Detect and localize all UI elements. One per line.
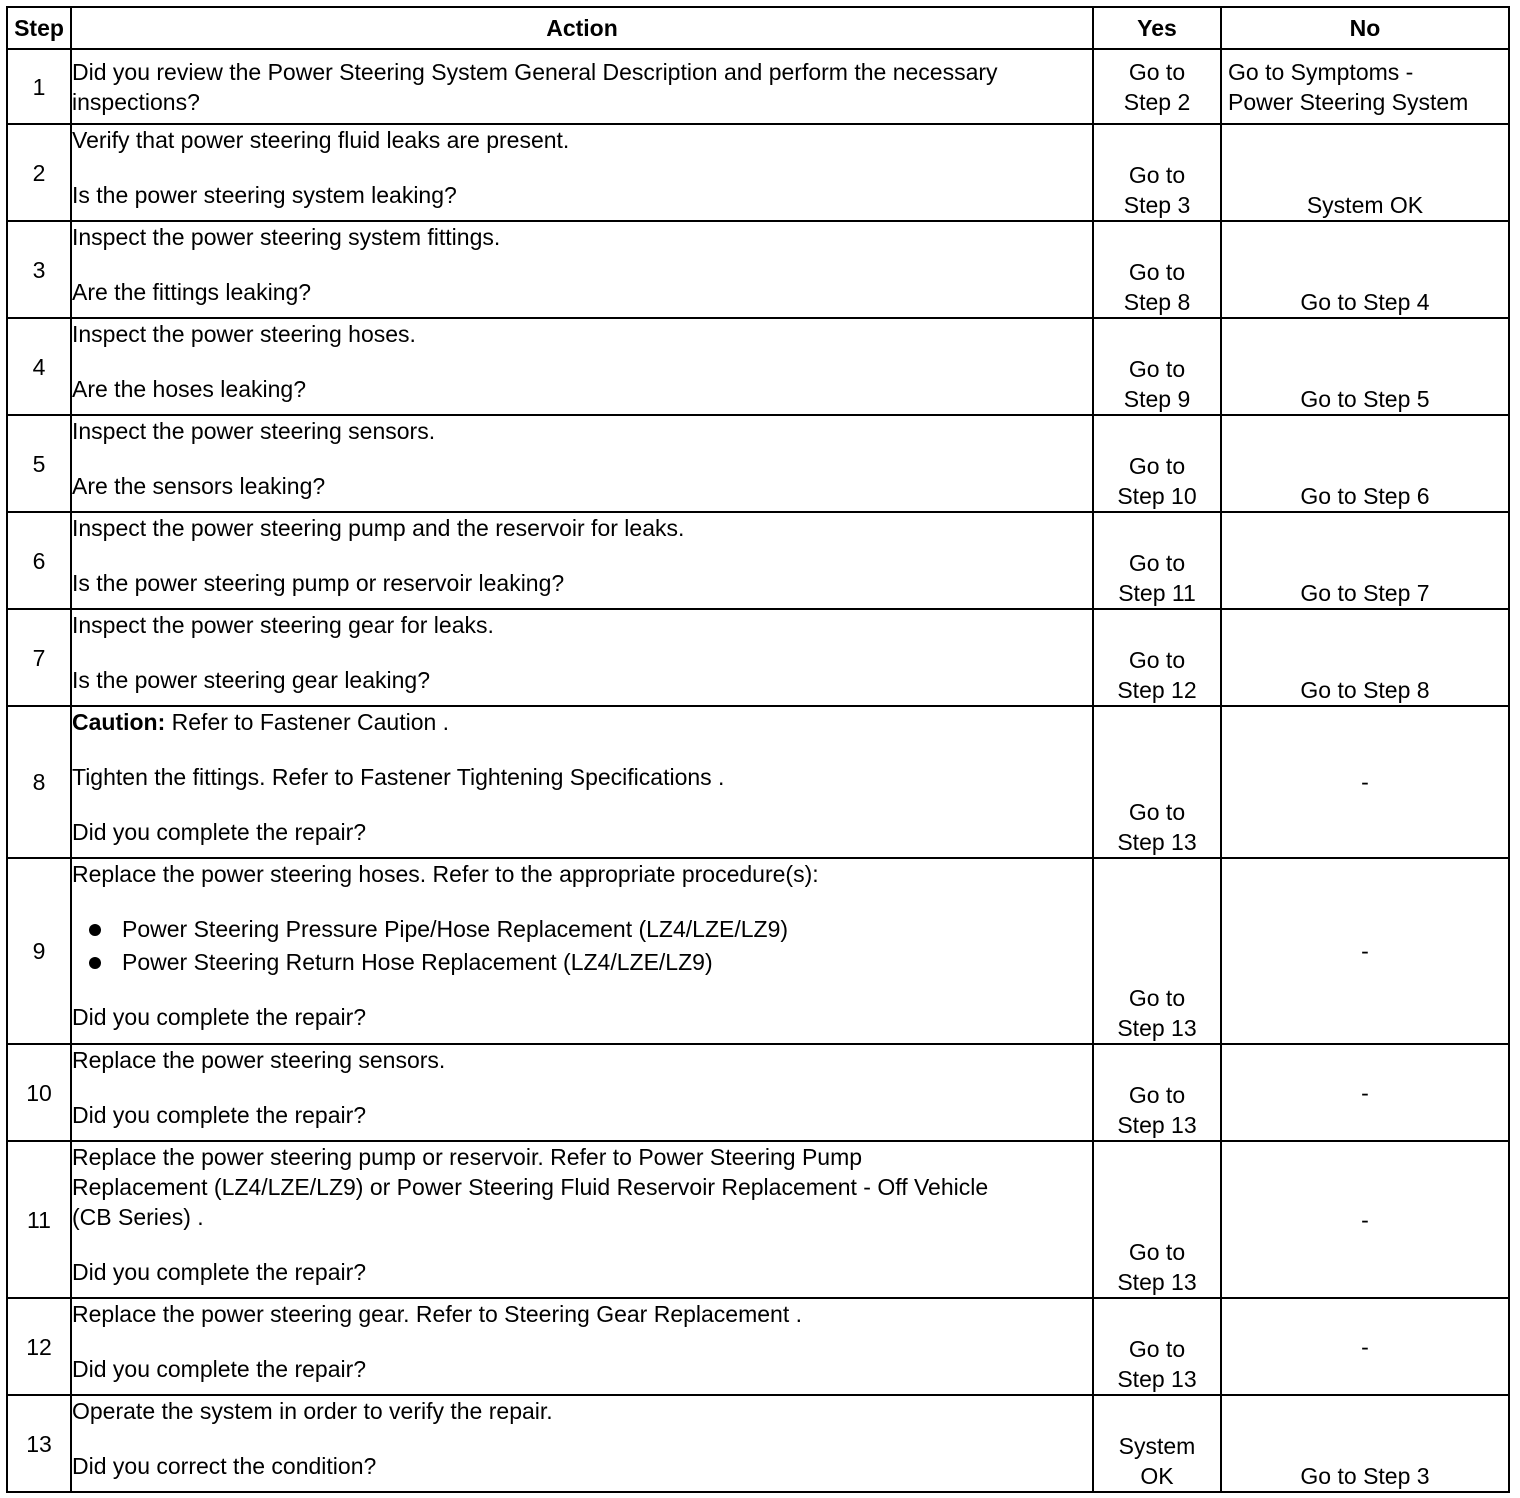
table-row [7, 221, 1509, 318]
action-cell [71, 221, 1093, 318]
action-text: Operate the system in order to verify the repair. [72, 1398, 553, 1424]
action-question: Is the power steering pump or reservoir leaking? [72, 570, 565, 596]
yes-text: Go to [1128, 985, 1186, 1011]
table-row [7, 318, 1509, 415]
action-question: Is the power steering system leaking? [72, 182, 457, 208]
yes-cell [1093, 1044, 1221, 1141]
action-cell [71, 858, 1093, 1044]
step-number: 12 [7, 1298, 71, 1395]
yes-text: Go to [1128, 550, 1186, 576]
no-cell [1221, 49, 1509, 124]
action-text: Replacement (LZ4/LZE/LZ9) or Power Steering Fluid Reservoir Replacement - Off Vehicle [72, 1174, 989, 1200]
step-number: 13 [7, 1395, 71, 1492]
yes-text: Go to [1128, 1239, 1186, 1265]
table-row [7, 858, 1509, 1044]
action-cell [71, 1395, 1093, 1492]
action-cell [71, 1044, 1093, 1141]
action-cell [71, 415, 1093, 512]
table-row [7, 124, 1509, 221]
action-question: Did you complete the repair? [72, 1102, 367, 1128]
table-row [7, 1044, 1509, 1141]
yes-cell [1093, 609, 1221, 706]
action-cell [71, 1141, 1093, 1298]
action-cell [71, 609, 1093, 706]
action-cell [71, 49, 1093, 124]
action-question: Did you complete the repair? [72, 819, 367, 845]
no-cell: - [1221, 706, 1509, 858]
table-row [7, 49, 1509, 124]
yes-text: Go to [1128, 59, 1186, 85]
diagnostic-table [6, 6, 1510, 1493]
action-text: Did you review the Power Steering System General Description and perform the necessary [72, 59, 998, 85]
step-number: 4 [7, 318, 71, 415]
no-cell: - [1221, 858, 1509, 1044]
yes-cell [1093, 221, 1221, 318]
yes-text: Step 11 [1118, 580, 1196, 606]
yes-text: Go to [1128, 799, 1186, 825]
step-number: 7 [7, 609, 71, 706]
yes-text: Go to [1128, 647, 1186, 673]
caution-label: Caution: [72, 709, 166, 735]
step-number: 6 [7, 512, 71, 609]
header-row [7, 7, 1509, 49]
action-question: Did you correct the condition? [72, 1453, 377, 1479]
action-question: Is the power steering gear leaking? [72, 667, 430, 693]
yes-cell [1093, 318, 1221, 415]
procedure-link[interactable]: Power Steering Return Hose Replacement (LZ4/LZE/LZ9) [122, 949, 713, 975]
yes-text: Go to [1128, 1082, 1186, 1108]
no-cell: - [1221, 1141, 1509, 1298]
step-number: 11 [7, 1141, 71, 1298]
action-text: Replace the power steering hoses. Refer to the appropriate procedure(s): [72, 861, 819, 887]
action-cell [71, 1298, 1093, 1395]
yes-cell [1093, 124, 1221, 221]
yes-text: Step 13 [1117, 1015, 1197, 1041]
yes-cell [1093, 415, 1221, 512]
no-cell: Go to Step 7 [1221, 512, 1509, 609]
step-number: 9 [7, 858, 71, 1044]
action-text: (CB Series) . [72, 1204, 204, 1230]
no-cell: Go to Step 4 [1221, 221, 1509, 318]
action-text: inspections? [72, 89, 200, 115]
no-cell: Go to Step 6 [1221, 415, 1509, 512]
step-number: 5 [7, 415, 71, 512]
no-cell: Go to Step 5 [1221, 318, 1509, 415]
step-number: 8 [7, 706, 71, 858]
yes-cell [1093, 706, 1221, 858]
action-text: Verify that power steering fluid leaks are present. [72, 127, 570, 153]
action-question: Are the sensors leaking? [72, 473, 326, 499]
no-cell: System OK [1221, 124, 1509, 221]
table-row [7, 1141, 1509, 1298]
yes-text: Step 13 [1117, 829, 1197, 855]
yes-cell [1093, 1298, 1221, 1395]
action-question: Did you complete the repair? [72, 1259, 367, 1285]
yes-text: Go to [1128, 259, 1186, 285]
action-question: Did you complete the repair? [72, 1356, 367, 1382]
action-cell [71, 318, 1093, 415]
table-row [7, 1395, 1509, 1492]
table-row [7, 1298, 1509, 1395]
yes-cell [1093, 858, 1221, 1044]
table-row [7, 706, 1509, 858]
yes-text: Go to [1128, 356, 1186, 382]
yes-cell [1093, 49, 1221, 124]
yes-text: Step 9 [1123, 386, 1191, 412]
yes-text: Go to [1128, 1336, 1186, 1362]
action-text: Inspect the power steering gear for leaks. [72, 612, 494, 638]
procedure-link[interactable]: Power Steering Pressure Pipe/Hose Replacement (LZ4/LZE/LZ9) [122, 916, 789, 942]
header-step: Step [7, 7, 71, 49]
action-text: Inspect the power steering sensors. [72, 418, 436, 444]
action-cell [71, 512, 1093, 609]
header-yes: Yes [1093, 7, 1221, 49]
yes-text: Step 13 [1117, 1269, 1197, 1295]
yes-text: Step 8 [1123, 289, 1191, 315]
action-question: Are the hoses leaking? [72, 376, 306, 402]
yes-text: Step 3 [1123, 192, 1191, 218]
action-cell [71, 706, 1093, 858]
action-text: Replace the power steering gear. Refer to Steering Gear Replacement . [72, 1301, 803, 1327]
no-cell: - [1221, 1044, 1509, 1141]
action-text: Inspect the power steering pump and the reservoir for leaks. [72, 515, 685, 541]
action-cell [71, 124, 1093, 221]
yes-text: Go to [1128, 453, 1186, 479]
yes-cell [1093, 1141, 1221, 1298]
yes-text: OK [1140, 1463, 1174, 1489]
action-question: Are the fittings leaking? [72, 279, 312, 305]
yes-text: Go to [1128, 162, 1186, 188]
step-number: 3 [7, 221, 71, 318]
list-item [72, 947, 1092, 977]
caution-line [72, 707, 1092, 737]
yes-cell [1093, 1395, 1221, 1492]
table-row [7, 609, 1509, 706]
action-text: Tighten the fittings. Refer to Fastener Tightening Specifications . [72, 764, 725, 790]
header-no: No [1221, 7, 1509, 49]
bullet-icon [89, 924, 101, 936]
step-number: 10 [7, 1044, 71, 1141]
no-cell: - [1221, 1298, 1509, 1395]
bullet-icon [89, 957, 101, 969]
no-cell: Go to Step 3 [1221, 1395, 1509, 1492]
action-text: Inspect the power steering system fittings. [72, 224, 501, 250]
header-action: Action [71, 7, 1093, 49]
table-row [7, 415, 1509, 512]
yes-text: Step 10 [1117, 483, 1197, 509]
no-text: Power Steering System [1228, 89, 1469, 115]
yes-cell [1093, 512, 1221, 609]
action-question: Did you complete the repair? [72, 1004, 367, 1030]
yes-text: Step 2 [1123, 89, 1191, 115]
yes-text: System [1118, 1433, 1196, 1459]
action-text: Replace the power steering sensors. [72, 1047, 446, 1073]
list-item [72, 914, 1092, 944]
yes-text: Step 13 [1117, 1112, 1197, 1138]
yes-text: Step 13 [1117, 1366, 1197, 1392]
no-text: Go to Symptoms - [1228, 59, 1414, 85]
table-row [7, 512, 1509, 609]
yes-text: Step 12 [1117, 677, 1197, 703]
no-cell: Go to Step 8 [1221, 609, 1509, 706]
step-number: 2 [7, 124, 71, 221]
action-text: Inspect the power steering hoses. [72, 321, 416, 347]
step-number: 1 [7, 49, 71, 124]
caution-link-text[interactable]: Refer to Fastener Caution . [165, 709, 450, 735]
action-text: Replace the power steering pump or reservoir. Refer to Power Steering Pump [72, 1144, 863, 1170]
